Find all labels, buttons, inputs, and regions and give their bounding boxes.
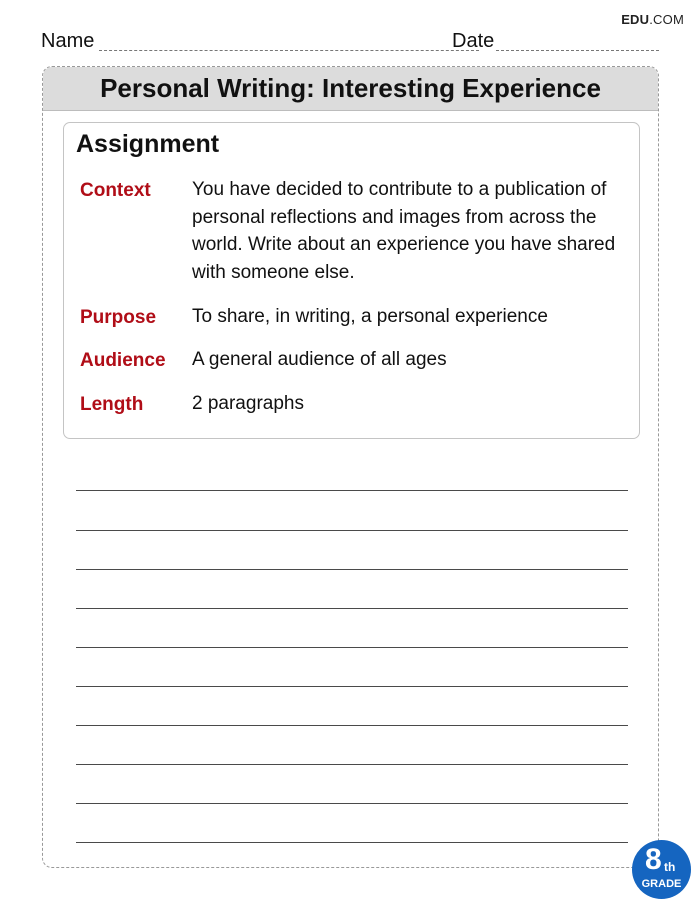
logo-rest-text: .COM	[649, 12, 684, 27]
grade-suffix: th	[664, 860, 676, 874]
writing-line[interactable]	[76, 569, 628, 570]
date-label: Date	[452, 30, 495, 52]
name-label: Name	[41, 30, 95, 52]
writing-line[interactable]	[76, 608, 628, 609]
date-line[interactable]	[496, 50, 659, 51]
writing-line[interactable]	[76, 647, 628, 648]
length-label: Length	[80, 394, 144, 415]
grade-number: 8	[645, 843, 662, 876]
logo-bold-text: EDU	[621, 12, 650, 27]
writing-line[interactable]	[76, 490, 628, 491]
purpose-label: Purpose	[80, 307, 157, 328]
assignment-heading: Assignment	[76, 130, 220, 158]
writing-line[interactable]	[76, 764, 628, 765]
grade-badge	[632, 840, 691, 899]
length-value: 2 paragraphs	[192, 393, 304, 414]
context-label: Context	[80, 180, 151, 201]
worksheet-frame	[42, 66, 659, 868]
title-bar	[43, 67, 658, 111]
audience-label: Audience	[80, 350, 166, 371]
context-value: You have decided to contribute to a publication of personal reflections and images from across the world. Write about an experience you have shared with someone else.	[192, 179, 616, 283]
name-date-row	[41, 30, 659, 54]
writing-line[interactable]	[76, 530, 628, 531]
writing-line[interactable]	[76, 686, 628, 687]
assignment-box	[63, 122, 640, 439]
name-line[interactable]	[99, 50, 479, 51]
writing-line[interactable]	[76, 842, 628, 843]
writing-line[interactable]	[76, 803, 628, 804]
purpose-value: To share, in writing, a personal experience	[192, 306, 548, 327]
page-title: Personal Writing: Interesting Experience	[100, 73, 601, 103]
grade-word: GRADE	[641, 878, 682, 890]
writing-line[interactable]	[76, 725, 628, 726]
audience-value: A general audience of all ages	[192, 349, 447, 370]
edu-logo	[621, 12, 684, 27]
